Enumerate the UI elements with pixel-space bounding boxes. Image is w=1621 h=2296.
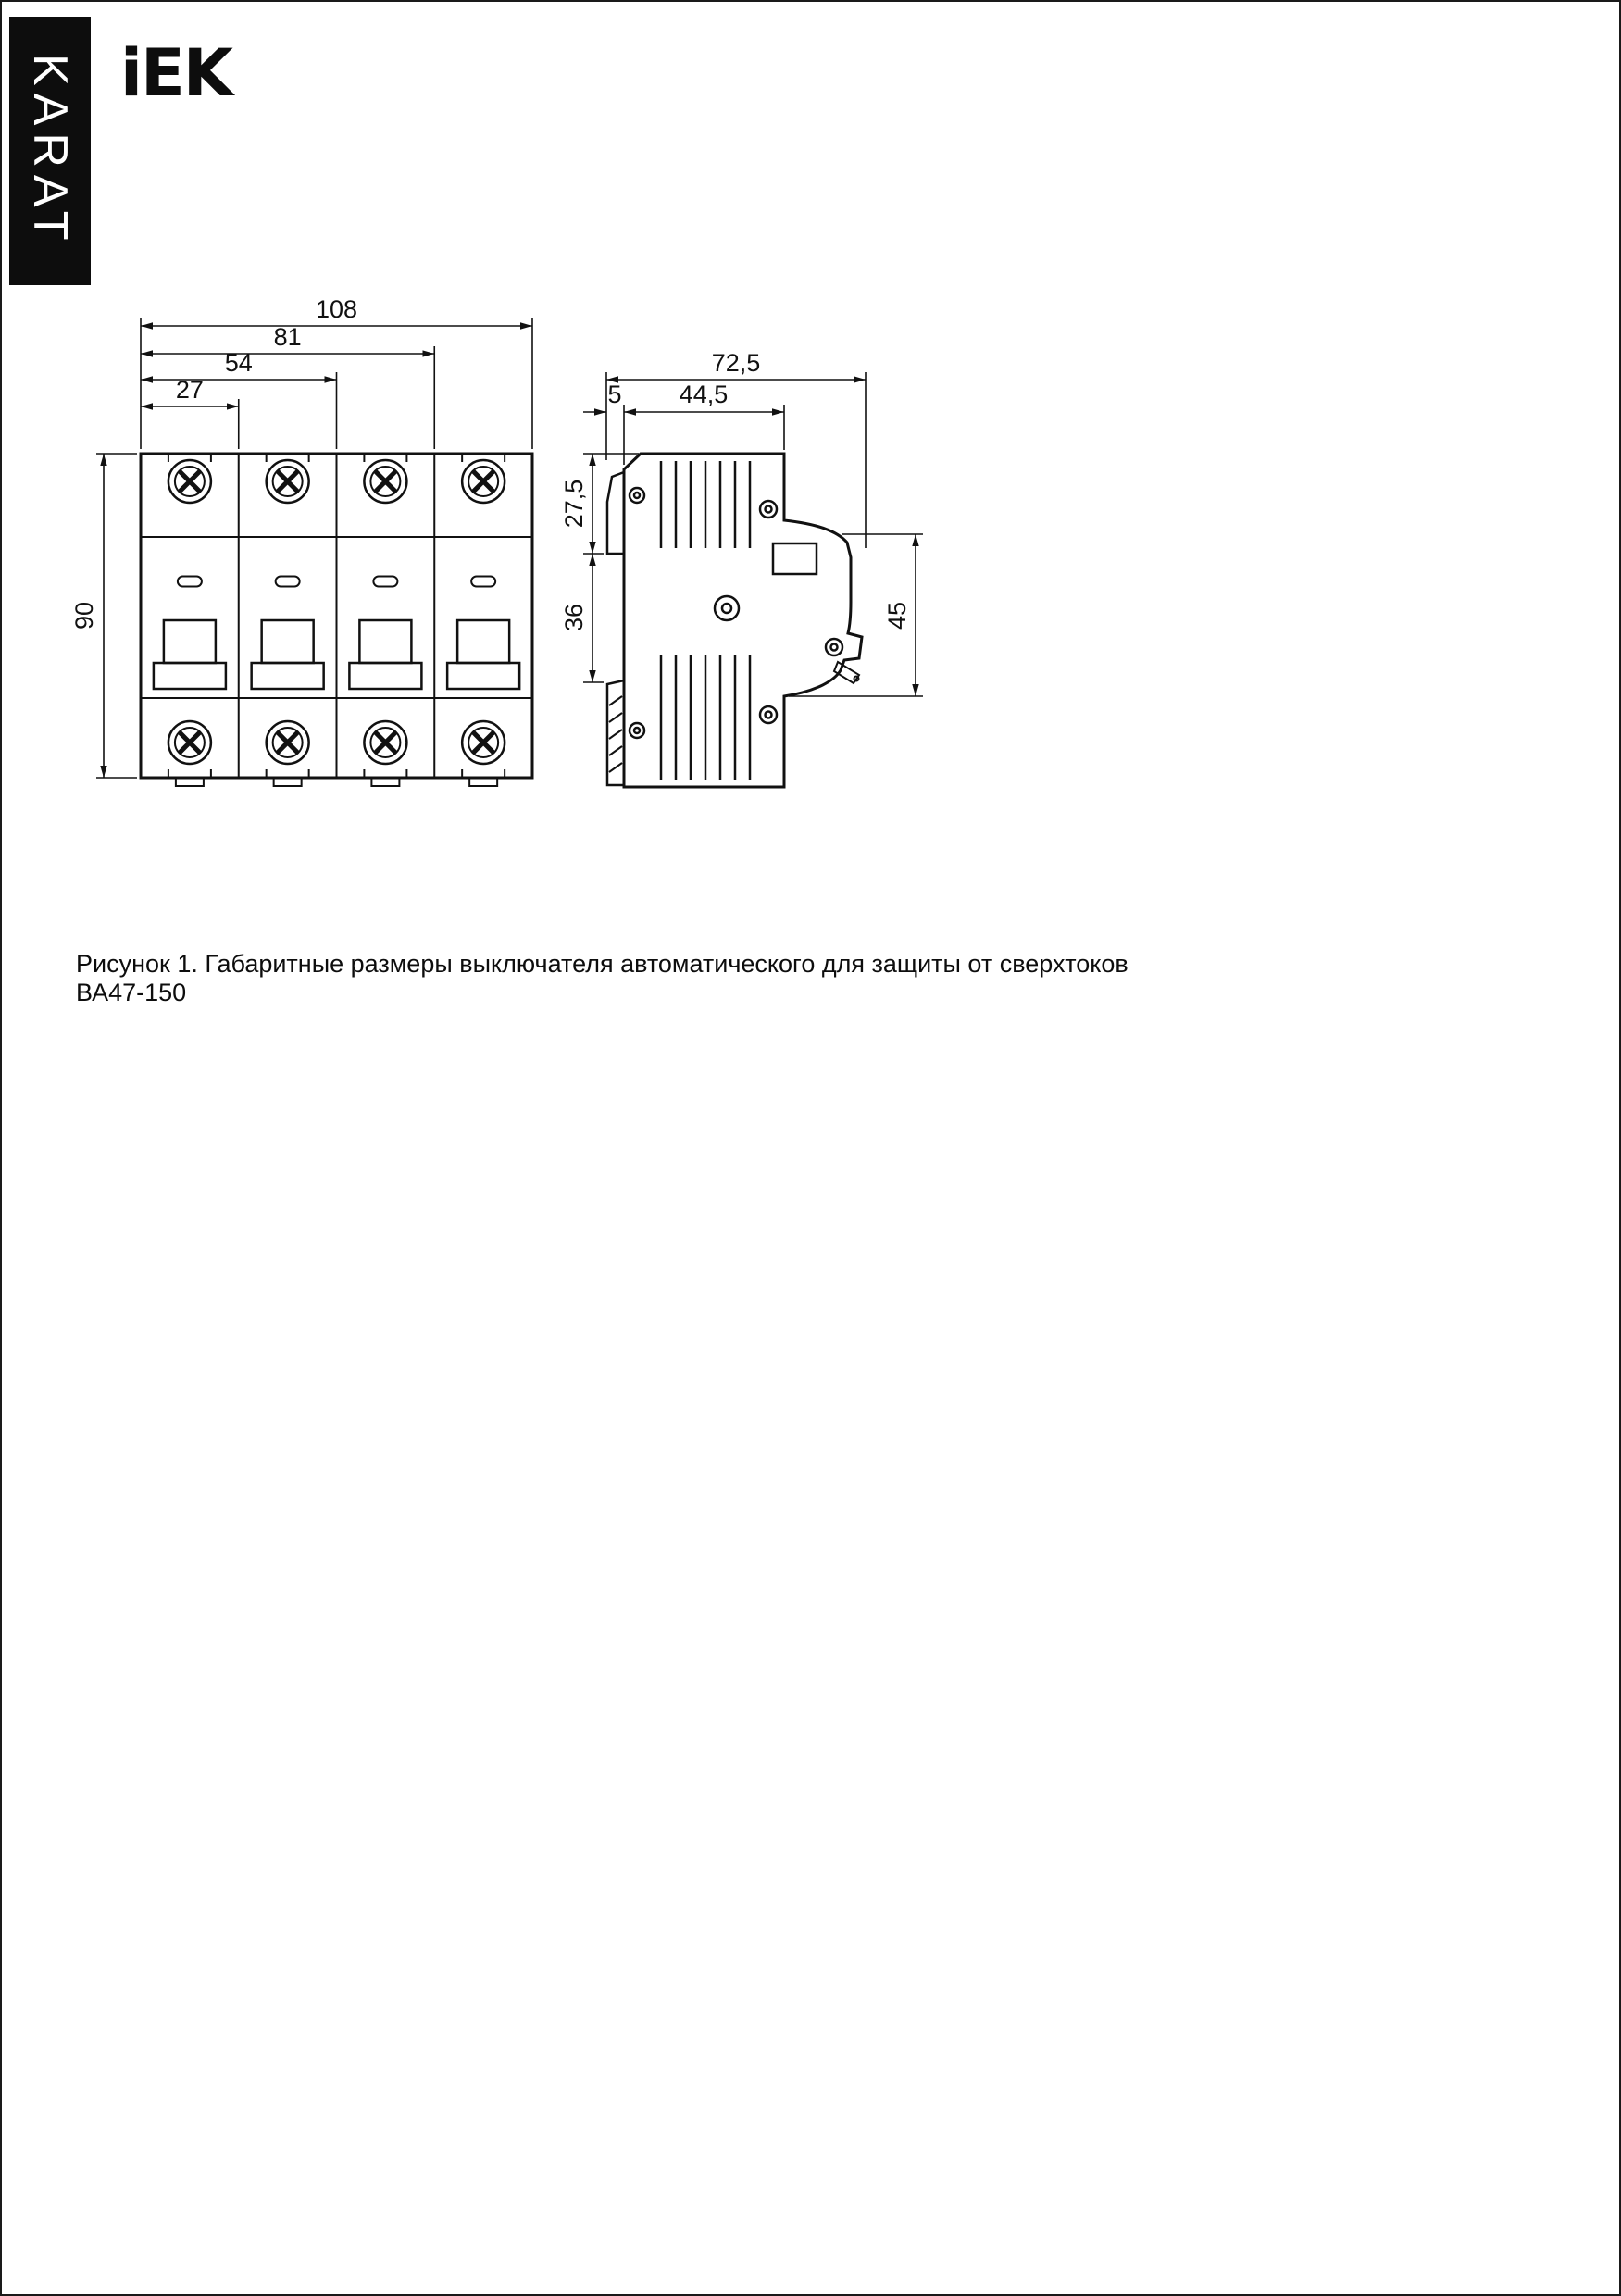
dim-label-44-5: 44,5 <box>679 381 729 408</box>
side-view <box>607 454 862 787</box>
pole-module-1 <box>154 454 226 786</box>
dimension-drawing <box>2 2 1621 1020</box>
front-view-dimensions <box>96 318 532 778</box>
front-view <box>141 454 532 786</box>
dim-label-108: 108 <box>315 295 358 323</box>
pole-module-3 <box>349 454 421 786</box>
pole-module-4 <box>447 454 519 786</box>
iek-logo: iEK <box>120 35 232 111</box>
dim-label-81: 81 <box>273 323 302 351</box>
dim-label-27: 27 <box>175 376 204 404</box>
dim-label-45: 45 <box>883 601 911 630</box>
vent-slots-bottom <box>661 655 750 780</box>
din-clip-ridges <box>609 696 622 772</box>
vent-slots-top <box>661 461 750 548</box>
dim-label-27-5: 27,5 <box>560 479 588 529</box>
dim-label-72-5: 72,5 <box>711 349 761 377</box>
dim-label-36: 36 <box>560 603 588 632</box>
pole-module-2 <box>252 454 324 786</box>
dim-label-54: 54 <box>224 349 253 377</box>
din-clip-top <box>607 472 624 554</box>
dim-label-90: 90 <box>70 601 98 630</box>
brand-banner-text: KARAT <box>23 54 77 248</box>
dim-label-5: 5 <box>607 381 622 408</box>
figure-caption: Рисунок 1. Габаритные размеры выключателя автоматического для защиты от сверхтоков ВА47-150 <box>76 950 1128 1006</box>
side-view-dimensions <box>583 372 923 696</box>
marking-plate <box>773 543 817 574</box>
side-view-body <box>624 454 862 787</box>
